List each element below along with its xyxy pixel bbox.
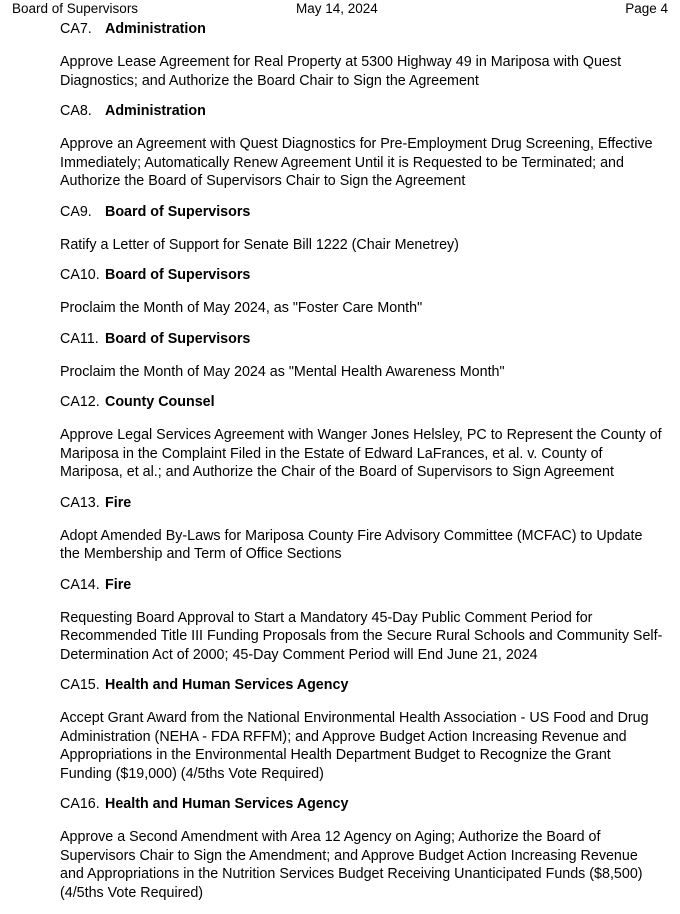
agenda-item-description: Approve Lease Agreement for Real Property at 5300 Highway 49 in Mariposa with Quest Diagnostics; and Authorize the Board Chair to Sign the Agreement bbox=[60, 54, 622, 89]
consent-agenda-list bbox=[60, 20, 665, 914]
agenda-item-description: Accept Grant Award from the National Environmental Health Association - US Food and Drug Administration (NEHA - FDA RFFM); and Approve Budget Action Increasing Revenue and Appropriations in the Environmental Health Department Budget to Recognize the Grant Funding ($19,000) (4/5ths Vote Required) bbox=[60, 710, 649, 782]
agenda-item-ca11 bbox=[60, 330, 665, 382]
agenda-item-department: Administration bbox=[105, 21, 206, 37]
page-header bbox=[0, 0, 680, 18]
agenda-item-ca12 bbox=[60, 393, 665, 482]
agenda-item-heading bbox=[60, 20, 665, 40]
agenda-item-ca13 bbox=[60, 494, 665, 564]
agenda-item-number: CA10. bbox=[60, 267, 100, 283]
agenda-item-heading bbox=[60, 330, 665, 350]
agenda-item-department: Board of Supervisors bbox=[105, 203, 251, 220]
header-page-number: Page 4 bbox=[625, 1, 668, 16]
agenda-item-description: Approve a Second Amendment with Area 12 Agency on Aging; Authorize the Board of Supervisors Chair to Sign the Amendment; and Approve Budget Action Increasing Revenue and Appropriations in the Nutrition Services Budget Receiving Unanticipated Funds ($8,500) (4/5ths Vote Required) bbox=[60, 829, 643, 901]
agenda-item-number: CA15. bbox=[60, 677, 100, 693]
agenda-item-description: Adopt Amended By-Laws for Mariposa County Fire Advisory Committee (MCFAC) to Update the Membership and Term of Office Sections bbox=[60, 527, 643, 562]
agenda-item-department: Health and Human Services Agency bbox=[105, 677, 349, 693]
agenda-item-number: CA14. bbox=[60, 576, 100, 593]
agenda-item-ca7 bbox=[60, 20, 665, 90]
agenda-item-ca9 bbox=[60, 203, 665, 255]
agenda-item-department: Administration bbox=[105, 103, 206, 119]
agenda-item-department: Board of Supervisors bbox=[105, 330, 251, 347]
agenda-item-heading bbox=[60, 576, 665, 596]
agenda-item-ca8 bbox=[60, 102, 665, 191]
agenda-item-description: Proclaim the Month of May 2024 as "Mental Health Awareness Month" bbox=[60, 363, 505, 380]
agenda-item-ca14 bbox=[60, 576, 665, 665]
agenda-item-heading bbox=[60, 102, 665, 122]
agenda-item-number: CA13. bbox=[60, 494, 100, 511]
agenda-item-number: CA12. bbox=[60, 394, 100, 410]
agenda-item-heading bbox=[60, 393, 665, 413]
agenda-item-description: Ratify a Letter of Support for Senate Bill 1222 (Chair Menetrey) bbox=[60, 236, 459, 253]
agenda-item-department: Fire bbox=[105, 494, 132, 511]
agenda-item-heading bbox=[60, 676, 665, 696]
header-date: May 14, 2024 bbox=[296, 1, 378, 16]
header-board-name: Board of Supervisors bbox=[12, 1, 139, 16]
agenda-item-description: Approve an Agreement with Quest Diagnostics for Pre-Employment Drug Screening, Effective Immediately; Automatically Renew Agreement Until it is Requested to be Terminated; and Authorize the Board of Supervisors Chair to Sign the Agreement bbox=[60, 136, 653, 189]
agenda-item-ca10 bbox=[60, 266, 665, 318]
agenda-item-heading bbox=[60, 795, 665, 815]
agenda-item-department: County Counsel bbox=[105, 394, 215, 410]
agenda-item-number: CA16. bbox=[60, 796, 100, 812]
agenda-item-description: Approve Legal Services Agreement with Wanger Jones Helsley, PC to Represent the County of Mariposa in the Complaint Filed in the Estate of Edward LaFrances, et al. v. County of Mariposa, et al.; and Authorize the Chair of the Board of Supervisors to Sign Agreement bbox=[60, 427, 662, 480]
agenda-item-description: Requesting Board Approval to Start a Mandatory 45-Day Public Comment Period for Recommended Title III Funding Proposals from the Secure Rural Schools and Community Self-Determination Act of 2000; 45-Day Comment Period will End June 21, 2024 bbox=[60, 609, 663, 663]
agenda-item-number: CA7. bbox=[60, 21, 92, 37]
agenda-item-number: CA11. bbox=[60, 330, 99, 347]
agenda-item-heading bbox=[60, 266, 665, 286]
agenda-item-ca15 bbox=[60, 676, 665, 783]
agenda-item-department: Board of Supervisors bbox=[105, 267, 251, 283]
agenda-item-number: CA8. bbox=[60, 103, 92, 119]
agenda-item-department: Health and Human Services Agency bbox=[105, 796, 349, 812]
agenda-item-ca16 bbox=[60, 795, 665, 902]
agenda-item-heading bbox=[60, 203, 665, 223]
agenda-item-number: CA9. bbox=[60, 203, 92, 220]
agenda-item-heading bbox=[60, 494, 665, 514]
agenda-item-department: Fire bbox=[105, 576, 132, 593]
agenda-item-description: Proclaim the Month of May 2024, as "Foster Care Month" bbox=[60, 300, 423, 316]
